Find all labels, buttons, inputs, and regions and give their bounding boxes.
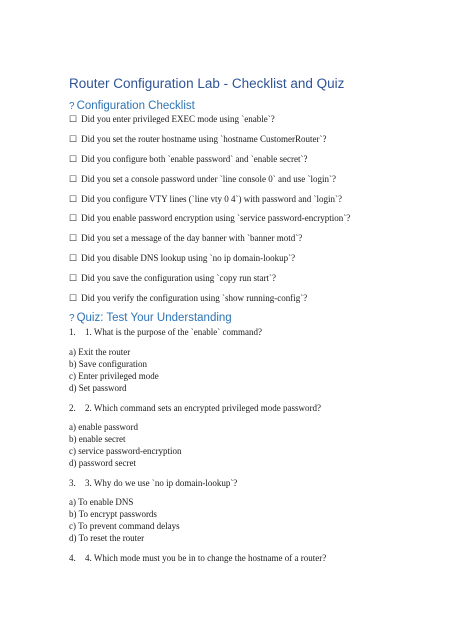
checklist-heading-text: Configuration Checklist [76, 100, 195, 112]
checkbox-icon[interactable]: ☐ [69, 213, 78, 223]
checklist-item [69, 273, 276, 284]
checkbox-icon[interactable]: ☐ [69, 273, 78, 283]
checkbox-icon[interactable]: ☐ [69, 134, 78, 144]
answer-option: a) Exit the router [69, 347, 131, 357]
answer-option: c) Enter privileged mode [69, 371, 159, 381]
document-title: Router Configuration Lab - Checklist and Quiz [69, 76, 345, 91]
checklist-item-text: Did you enter privileged EXEC mode using `enable`? [81, 114, 275, 124]
checkbox-icon[interactable]: ☐ [69, 174, 78, 184]
quiz-heading-icon: ? [69, 313, 75, 324]
question-text: 1. What is the purpose of the `enable` command? [85, 327, 263, 337]
answer-option: a) To enable DNS [69, 497, 134, 507]
checkbox-icon[interactable]: ☐ [69, 194, 78, 204]
checklist-item [69, 293, 307, 304]
checklist-item-text: Did you disable DNS lookup using `no ip domain-lookup`? [81, 253, 296, 263]
checklist-item [69, 253, 295, 264]
checklist-item [69, 154, 308, 165]
answer-option: d) Set password [69, 383, 127, 393]
checkbox-icon[interactable]: ☐ [69, 293, 78, 303]
quiz-heading-text: Quiz: Test Your Understanding [76, 312, 232, 324]
checklist-item [69, 174, 336, 185]
checklist-item-text: Did you set the router hostname using `hostname CustomerRouter`? [81, 134, 327, 144]
answer-option: c) To prevent command delays [69, 521, 180, 531]
answer-option: b) To encrypt passwords [69, 509, 157, 519]
answer-option: d) To reset the router [69, 533, 145, 543]
quiz-question [69, 403, 321, 414]
question-number: 4. [69, 553, 76, 563]
quiz-question [69, 553, 326, 564]
question-text: 4. Which mode must you be in to change the hostname of a router? [85, 553, 327, 563]
quiz-question [69, 478, 237, 489]
checklist-heading [69, 100, 195, 112]
quiz-question [69, 327, 262, 338]
checklist-item [69, 134, 327, 145]
checklist-heading-icon: ? [69, 101, 75, 112]
answer-option: c) service password-encryption [69, 446, 182, 456]
checklist-item-text: Did you enable password encryption using `service password-encryption`? [81, 213, 351, 223]
quiz-heading [69, 312, 232, 324]
question-number: 2. [69, 403, 76, 413]
checklist-item-text: Did you configure both `enable password` and `enable secret`? [81, 154, 308, 164]
checklist-item-text: Did you set a console password under `line console 0` and use `login`? [81, 174, 337, 184]
checkbox-icon[interactable]: ☐ [69, 253, 78, 263]
checklist-item [69, 114, 275, 125]
question-text: 3. Why do we use `no ip domain-lookup`? [85, 478, 238, 488]
checkbox-icon[interactable]: ☐ [69, 114, 78, 124]
checklist-item-text: Did you save the configuration using `copy run start`? [81, 273, 277, 283]
checklist-item-text: Did you verify the configuration using `show running-config`? [81, 293, 308, 303]
checklist-item-text: Did you configure VTY lines (`line vty 0 4`) with password and `login`? [81, 194, 343, 204]
checklist-item-text: Did you set a message of the day banner with `banner motd`? [81, 233, 303, 243]
answer-option: b) enable secret [69, 434, 126, 444]
answer-option: a) enable password [69, 422, 138, 432]
answer-option: d) password secret [69, 458, 136, 468]
question-number: 1. [69, 327, 76, 337]
checkbox-icon[interactable]: ☐ [69, 154, 78, 164]
checkbox-icon[interactable]: ☐ [69, 233, 78, 243]
answer-option: b) Save configuration [69, 359, 147, 369]
checklist-item [69, 213, 350, 224]
checklist-item [69, 194, 342, 205]
checklist-item [69, 233, 302, 244]
question-text: 2. Which command sets an encrypted privileged mode password? [85, 403, 322, 413]
question-number: 3. [69, 478, 76, 488]
